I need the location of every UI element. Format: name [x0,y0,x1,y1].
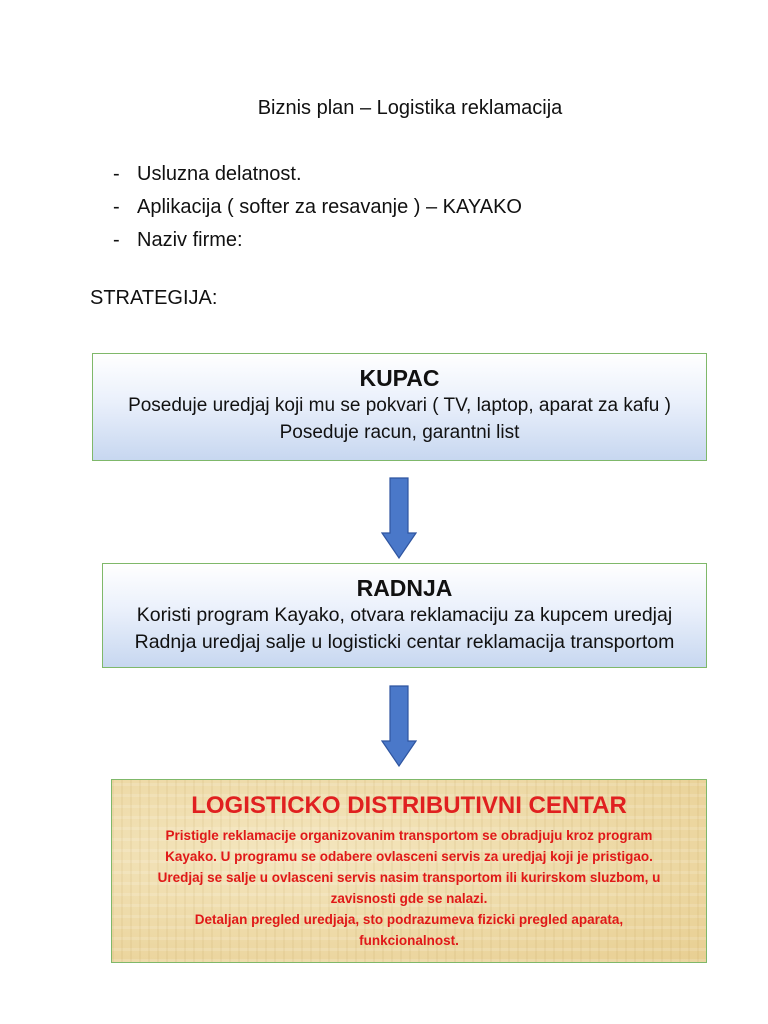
radnja-line: Radnja uredjaj salje u logisticki centar reklamacija transportom [134,631,675,653]
flow-box-kupac [92,353,707,461]
logistic-line: Uredjaj se salje u ovlasceni servis nasim transportom ili kurirskom sluzbom, u [157,870,661,885]
radnja-line: Koristi program Kayako, otvara reklamaciju za kupcem uredjaj [136,604,673,626]
bullet-marker: - [113,196,120,218]
down-arrow-icon [381,477,417,559]
kupac-line: Poseduje uredjaj koji mu se pokvari ( TV, laptop, aparat za kafu ) [128,395,671,416]
strategy-label: STRATEGIJA: [90,287,218,309]
logistic-line: funkcionalnost. [359,933,459,948]
bullet-marker: - [113,163,120,185]
logistic-line: Detaljan pregled uredjaja, sto podrazumeva fizicki pregled aparata, [194,912,624,927]
kupac-line: Poseduje racun, garantni list [279,422,520,443]
list-item [113,226,522,259]
logistic-line: Pristigle reklamacije organizovanim transportom se obradjuju kroz program [165,828,653,843]
list-item [113,160,522,193]
flow-box-logistic-center [111,779,707,963]
flow-box-radnja [102,563,707,668]
down-arrow-icon [381,685,417,767]
list-item-text: Usluzna delatnost. [137,163,302,185]
list-item-text: Naziv firme: [137,229,243,251]
logistic-line: Kayako. U programu se odabere ovlasceni servis za uredjaj koji je pristigao. [165,849,653,864]
kupac-heading: KUPAC [359,365,440,391]
radnja-heading: RADNJA [356,575,453,601]
bullet-list [113,160,522,259]
list-item [113,193,522,226]
list-item-text: Aplikacija ( softer za resavanje ) – KAYAKO [137,196,522,218]
document-title: Biznis plan – Logistika reklamacija [257,97,563,119]
logistic-line: zavisnosti gde se nalazi. [330,891,488,906]
bullet-marker: - [113,229,120,251]
logistic-heading: LOGISTICKO DISTRIBUTIVNI CENTAR [191,792,627,819]
